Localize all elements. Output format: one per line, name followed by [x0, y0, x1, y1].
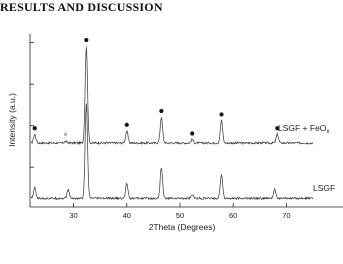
x-tick-label-50: 50 [175, 211, 185, 220]
legend-label-lsgf-feox: LSGF + FeO$_x$ [278, 123, 330, 135]
section-heading: RESULTS AND DISCUSSION [0, 0, 163, 14]
minor-peak-marker-1 [64, 133, 66, 135]
y-axis-label: Intensity (a.u.) [7, 93, 17, 147]
x-axis-label: 2Theta (Degrees) [148, 222, 216, 232]
peak-marker-3 [125, 123, 129, 127]
x-tick-label-60: 60 [229, 211, 238, 220]
y-axis-ticks [30, 43, 34, 168]
series-layer [31, 38, 313, 199]
plot-axes [30, 34, 343, 207]
x-axis-ticks [69, 203, 290, 220]
series-line-lsgf-feox [31, 47, 313, 144]
peak-marker-5 [190, 131, 194, 135]
series-line-lsgf [31, 103, 313, 199]
x-tick-label-40: 40 [122, 211, 131, 220]
x-tick-label-70: 70 [282, 211, 291, 220]
x-tick-label-30: 30 [69, 211, 78, 220]
legend-label-lsgf: LSGF [313, 183, 336, 193]
peak-marker-4 [159, 109, 163, 113]
peak-marker-1 [33, 126, 37, 130]
peak-marker-2 [84, 38, 88, 42]
peak-marker-6 [219, 112, 223, 116]
